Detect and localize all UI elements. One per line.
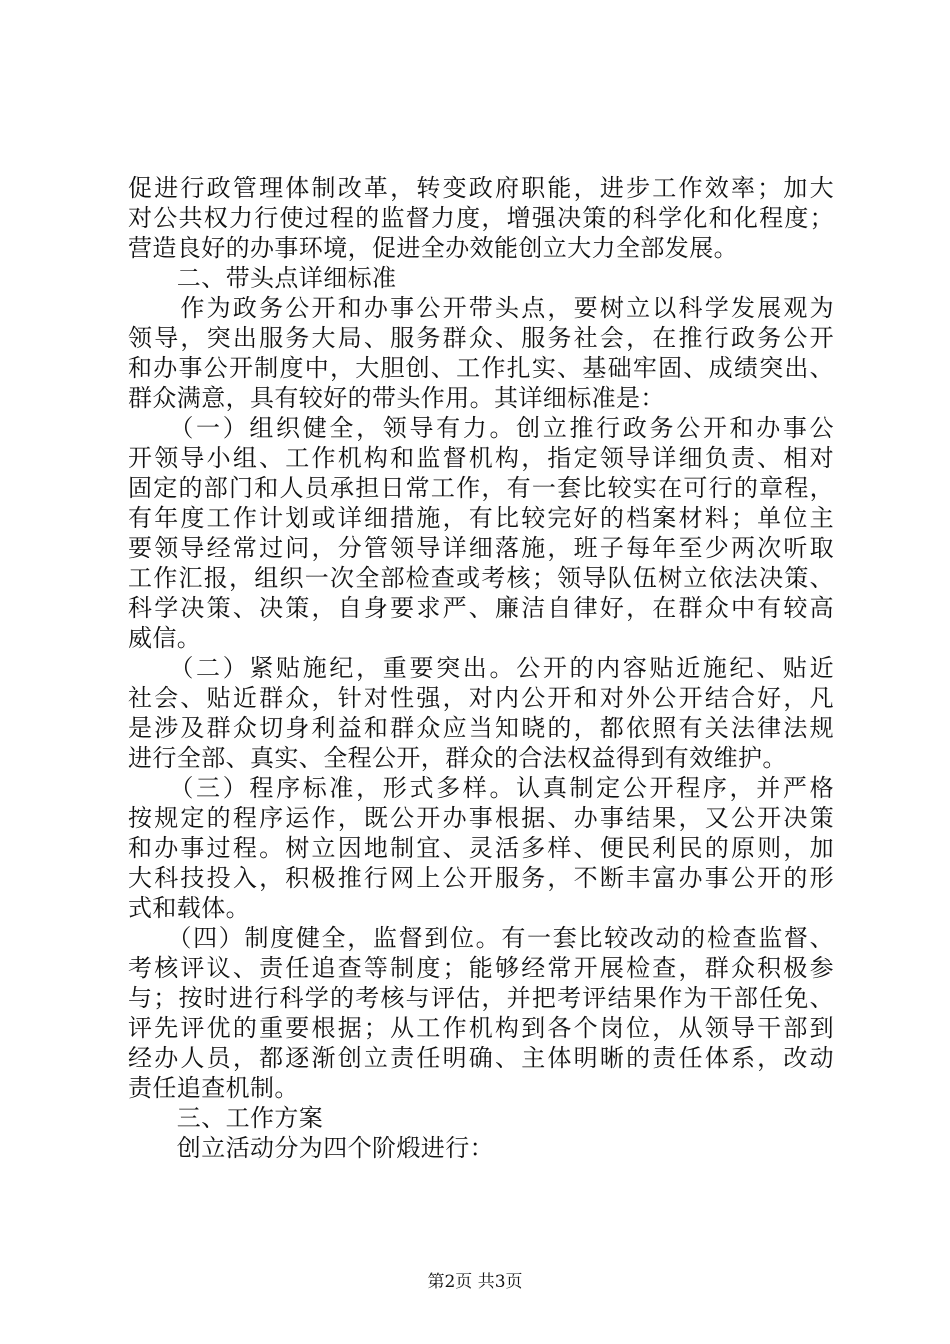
text-line: 领导，突出服务大局、服务群众、服务社会，在推行政务公开 — [128, 324, 834, 352]
text-line: 有年度工作计划或详细措施，有比较完好的档案材料；单位主 — [128, 504, 834, 532]
text-line: 考核评议、责任追查等制度；能够经常开展检查，群众积极参 — [128, 954, 834, 982]
text-line: 大科技投入，积极推行网上公开服务，不断丰富办事公开的形 — [128, 864, 834, 892]
text-line: 营造良好的办事环境，促进全办效能创立大力全部发展。 — [128, 234, 738, 262]
text-line: 创立活动分为四个阶煅进行： — [128, 1134, 494, 1162]
text-line: （二）紧贴施纪，重要突出。公开的内容贴近施纪、贴近 — [128, 654, 834, 682]
text-line: （三）程序标准，形式多样。认真制定公开程序，并严格 — [128, 774, 834, 802]
text-line: 促进行政管理体制改革，转变政府职能，进步工作效率；加大 — [128, 174, 834, 202]
text-line: 作为政务公开和办事公开带头点，要树立以科学发展观为 — [128, 294, 834, 322]
text-line: 评先评优的重要根据；从工作机构到各个岗位，从领导干部到 — [128, 1014, 834, 1042]
text-line: 开领导小组、工作机构和监督机构，指定领导详细负责、相对 — [128, 444, 834, 472]
text-line: 按规定的程序运作，既公开办事根据、办事结果，又公开决策 — [128, 804, 834, 832]
text-line: 科学决策、决策，自身要求严、廉洁自律好，在群众中有较高 — [128, 594, 834, 622]
text-line: 工作汇报，组织一次全部检查或考核；领导队伍树立依法决策、 — [128, 564, 834, 592]
text-line: 社会、贴近群众，针对性强，对内公开和对外公开结合好，凡 — [128, 684, 834, 712]
text-line: 威信。 — [128, 624, 202, 652]
text-line: 式和载体。 — [128, 894, 250, 922]
page-number-footer: 第2页 共3页 — [427, 1272, 523, 1292]
section-heading: 二、带头点详细标准 — [128, 264, 397, 292]
text-line: （四）制度健全，监督到位。有一套比较改动的检查监督、 — [128, 924, 834, 952]
text-line: 经办人员，都逐渐创立责任明确、主体明晰的责任体系，改动 — [128, 1044, 834, 1072]
text-line: 对公共权力行使过程的监督力度，增强决策的科学化和化程度； — [128, 204, 834, 232]
text-line: （一）组织健全，领导有力。创立推行政务公开和办事公 — [128, 414, 834, 442]
text-line: 责任追查机制。 — [128, 1074, 299, 1102]
document-body — [128, 173, 834, 1163]
section-heading: 三、工作方案 — [128, 1104, 324, 1132]
text-line: 固定的部门和人员承担日常工作，有一套比较实在可行的章程， — [128, 474, 834, 502]
text-line: 与；按时进行科学的考核与评估，并把考评结果作为干部任免、 — [128, 984, 834, 1012]
text-line: 群众满意，具有较好的带头作用。其详细标准是： — [128, 384, 665, 412]
text-line: 是涉及群众切身利益和群众应当知晓的，都依照有关法律法规 — [128, 714, 834, 742]
text-line: 和办事公开制度中，大胆创、工作扎实、基础牢固、成绩突出、 — [128, 354, 834, 382]
text-line: 进行全部、真实、全程公开，群众的合法权益得到有效维护。 — [128, 744, 787, 772]
text-line: 和办事过程。树立因地制宜、灵活多样、便民利民的原则，加 — [128, 834, 834, 862]
text-line: 要领导经常过问，分管领导详细落施，班子每年至少两次听取 — [128, 534, 834, 562]
